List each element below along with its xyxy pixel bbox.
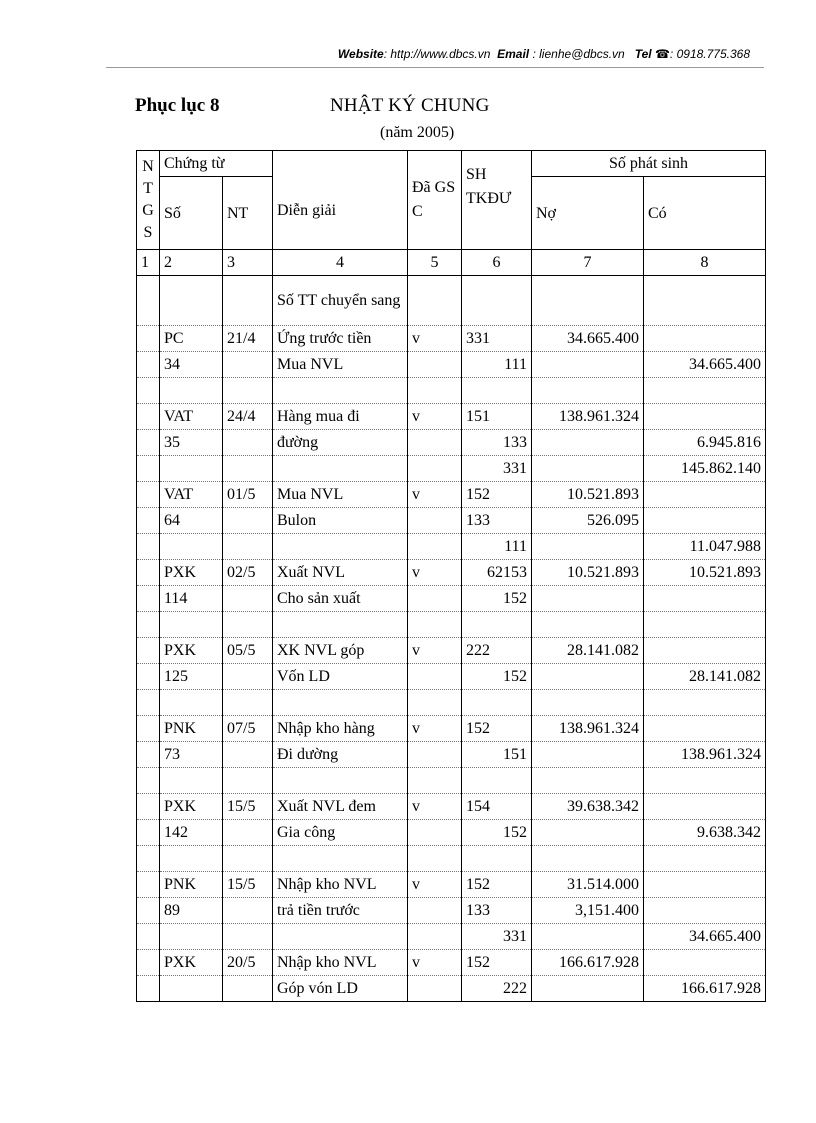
- cell-no: [532, 586, 644, 612]
- cell-dien-giai: [273, 456, 408, 482]
- cell-da-gsc: v: [408, 872, 462, 898]
- cell-no: [532, 276, 644, 326]
- cell-no: 10.521.893: [532, 482, 644, 508]
- cell-ngs: [137, 326, 160, 352]
- cell-dien-giai: Nhập kho NVL: [273, 950, 408, 976]
- cell-nt: [223, 352, 273, 378]
- cell-co: 34.665.400: [644, 924, 766, 950]
- website-label: Website: [337, 47, 384, 61]
- table-row: [137, 898, 766, 924]
- cell-so: [160, 612, 223, 638]
- cell-ngs: [137, 794, 160, 820]
- cell-sh-tkdu: 62153: [462, 560, 532, 586]
- cell-sh-tkdu: 111: [462, 534, 532, 560]
- year-subtitle: (năm 2005): [380, 124, 455, 141]
- table-row: [137, 846, 766, 872]
- cell-co: [644, 768, 766, 794]
- cell-co: [644, 378, 766, 404]
- cell-ngs: [137, 664, 160, 690]
- cell-co: [644, 716, 766, 742]
- title-row: [135, 95, 765, 121]
- cell-ngs: [137, 950, 160, 976]
- cell-so: [160, 976, 223, 1002]
- cell-co: [644, 638, 766, 664]
- cell-co: 166.617.928: [644, 976, 766, 1002]
- cell-sh-tkdu: 152: [462, 872, 532, 898]
- header-divider: [106, 67, 764, 68]
- cell-no: [532, 534, 644, 560]
- table-row: [137, 742, 766, 768]
- tel-value: : 0918.775.368: [669, 47, 750, 61]
- cell-ngs: [137, 508, 160, 534]
- cell-co: [644, 794, 766, 820]
- cell-co: 34.665.400: [644, 352, 766, 378]
- cell-da-gsc: [408, 976, 462, 1002]
- cell-no: [532, 456, 644, 482]
- cell-ngs: [137, 638, 160, 664]
- cell-nt: 07/5: [223, 716, 273, 742]
- cell-co: 28.141.082: [644, 664, 766, 690]
- cell-da-gsc: v: [408, 794, 462, 820]
- cell-so: PXK: [160, 638, 223, 664]
- cell-sh-tkdu: 152: [462, 950, 532, 976]
- cell-ngs: [137, 898, 160, 924]
- cell-so: PXK: [160, 950, 223, 976]
- cell-dien-giai: Đi dường: [273, 742, 408, 768]
- cell-dien-giai: Xuất NVL đem: [273, 794, 408, 820]
- cell-dien-giai: [273, 768, 408, 794]
- cell-so: [160, 690, 223, 716]
- cell-da-gsc: [408, 898, 462, 924]
- col-number: 4: [273, 250, 408, 276]
- cell-no: 10.521.893: [532, 560, 644, 586]
- cell-nt: 21/4: [223, 326, 273, 352]
- cell-ngs: [137, 768, 160, 794]
- cell-dien-giai: [273, 846, 408, 872]
- header-so: Số: [160, 177, 223, 250]
- table-row: [137, 768, 766, 794]
- cell-nt: 01/5: [223, 482, 273, 508]
- cell-sh-tkdu: [462, 846, 532, 872]
- cell-dien-giai: trả tiền trước: [273, 898, 408, 924]
- cell-sh-tkdu: [462, 768, 532, 794]
- cell-ngs: [137, 276, 160, 326]
- cell-no: 138.961.324: [532, 404, 644, 430]
- cell-so: PNK: [160, 716, 223, 742]
- cell-co: 10.521.893: [644, 560, 766, 586]
- cell-da-gsc: [408, 612, 462, 638]
- website-value[interactable]: : http://www.dbcs.vn: [383, 47, 491, 61]
- cell-so: 35: [160, 430, 223, 456]
- cell-so: 114: [160, 586, 223, 612]
- cell-sh-tkdu: 151: [462, 404, 532, 430]
- header-sh-tkdu: SH TKĐƯ: [462, 151, 532, 250]
- table-row: [137, 976, 766, 1002]
- cell-nt: [223, 378, 273, 404]
- cell-ngs: [137, 612, 160, 638]
- cell-so: [160, 846, 223, 872]
- cell-da-gsc: [408, 430, 462, 456]
- cell-nt: 15/5: [223, 872, 273, 898]
- cell-dien-giai: [273, 924, 408, 950]
- cell-nt: [223, 276, 273, 326]
- cell-sh-tkdu: 111: [462, 352, 532, 378]
- cell-co: [644, 276, 766, 326]
- cell-nt: 24/4: [223, 404, 273, 430]
- cell-so: 73: [160, 742, 223, 768]
- cell-da-gsc: [408, 846, 462, 872]
- table-row: [137, 456, 766, 482]
- cell-ngs: [137, 924, 160, 950]
- cell-nt: [223, 508, 273, 534]
- cell-no: [532, 742, 644, 768]
- cell-sh-tkdu: 331: [462, 924, 532, 950]
- cell-no: 526.095: [532, 508, 644, 534]
- table-row: [137, 612, 766, 638]
- table-row: [137, 326, 766, 352]
- cell-nt: 20/5: [223, 950, 273, 976]
- cell-so: [160, 378, 223, 404]
- cell-nt: [223, 430, 273, 456]
- cell-ngs: [137, 534, 160, 560]
- cell-so: PNK: [160, 872, 223, 898]
- cell-co: [644, 846, 766, 872]
- cell-so: [160, 456, 223, 482]
- table-row: [137, 794, 766, 820]
- cell-no: [532, 430, 644, 456]
- cell-no: [532, 768, 644, 794]
- cell-nt: [223, 768, 273, 794]
- cell-dien-giai: [273, 534, 408, 560]
- cell-so: [160, 924, 223, 950]
- page-title: NHẬT KÝ CHUNG: [330, 95, 490, 116]
- cell-no: [532, 664, 644, 690]
- cell-co: 11.047.988: [644, 534, 766, 560]
- header-chung-tu: Chứng từ: [160, 151, 273, 177]
- cell-sh-tkdu: 133: [462, 898, 532, 924]
- table-row: [137, 664, 766, 690]
- cell-nt: [223, 534, 273, 560]
- cell-dien-giai: XK NVL góp: [273, 638, 408, 664]
- cell-da-gsc: v: [408, 638, 462, 664]
- cell-da-gsc: [408, 378, 462, 404]
- cell-da-gsc: [408, 508, 462, 534]
- column-number-row: [137, 250, 766, 276]
- table-row: [137, 508, 766, 534]
- cell-ngs: [137, 716, 160, 742]
- cell-no: 166.617.928: [532, 950, 644, 976]
- table-row: [137, 482, 766, 508]
- cell-da-gsc: v: [408, 560, 462, 586]
- cell-no: 34.665.400: [532, 326, 644, 352]
- cell-no: [532, 924, 644, 950]
- cell-so: 142: [160, 820, 223, 846]
- cell-da-gsc: [408, 352, 462, 378]
- header-no: Nợ: [532, 177, 644, 250]
- cell-dien-giai: Gia công: [273, 820, 408, 846]
- cell-ngs: [137, 820, 160, 846]
- cell-da-gsc: v: [408, 482, 462, 508]
- cell-dien-giai: Vốn LD: [273, 664, 408, 690]
- cell-dien-giai: Số TT chuyển sang: [273, 276, 408, 326]
- cell-nt: [223, 976, 273, 1002]
- cell-ngs: [137, 378, 160, 404]
- cell-so: PXK: [160, 560, 223, 586]
- cell-co: [644, 482, 766, 508]
- cell-dien-giai: [273, 690, 408, 716]
- cell-nt: [223, 898, 273, 924]
- cell-co: [644, 326, 766, 352]
- cell-sh-tkdu: 151: [462, 742, 532, 768]
- cell-co: 9.638.342: [644, 820, 766, 846]
- cell-no: 39.638.342: [532, 794, 644, 820]
- cell-sh-tkdu: 152: [462, 716, 532, 742]
- cell-ngs: [137, 976, 160, 1002]
- journal-body: [137, 276, 766, 1002]
- journal-table: [136, 150, 766, 1002]
- cell-no: [532, 352, 644, 378]
- cell-nt: 02/5: [223, 560, 273, 586]
- header-so-phat-sinh: Số phát sinh: [532, 151, 766, 177]
- email-value[interactable]: : lienhe@dbcs.vn: [532, 47, 625, 61]
- cell-so: PC: [160, 326, 223, 352]
- cell-co: 138.961.324: [644, 742, 766, 768]
- cell-co: [644, 872, 766, 898]
- cell-nt: 05/5: [223, 638, 273, 664]
- cell-co: [644, 586, 766, 612]
- cell-da-gsc: [408, 820, 462, 846]
- cell-ngs: [137, 430, 160, 456]
- cell-nt: [223, 846, 273, 872]
- cell-so: PXK: [160, 794, 223, 820]
- cell-so: 125: [160, 664, 223, 690]
- cell-so: VAT: [160, 404, 223, 430]
- table-row: [137, 378, 766, 404]
- cell-so: [160, 768, 223, 794]
- cell-no: [532, 690, 644, 716]
- cell-da-gsc: v: [408, 950, 462, 976]
- col-number: 8: [644, 250, 766, 276]
- table-row: [137, 534, 766, 560]
- cell-ngs: [137, 690, 160, 716]
- cell-sh-tkdu: 222: [462, 638, 532, 664]
- cell-sh-tkdu: 152: [462, 482, 532, 508]
- cell-nt: [223, 612, 273, 638]
- cell-no: 28.141.082: [532, 638, 644, 664]
- cell-ngs: [137, 352, 160, 378]
- cell-da-gsc: v: [408, 404, 462, 430]
- table-row: [137, 924, 766, 950]
- cell-nt: [223, 924, 273, 950]
- cell-ngs: [137, 586, 160, 612]
- header-ngs-text: N T G S: [142, 158, 154, 241]
- cell-ngs: [137, 872, 160, 898]
- cell-sh-tkdu: 152: [462, 664, 532, 690]
- table-row: [137, 690, 766, 716]
- table-row: [137, 404, 766, 430]
- email-label: Email: [497, 47, 530, 61]
- cell-co: [644, 898, 766, 924]
- cell-dien-giai: [273, 378, 408, 404]
- cell-da-gsc: [408, 924, 462, 950]
- cell-dien-giai: Bulon: [273, 508, 408, 534]
- cell-dien-giai: Hàng mua đi: [273, 404, 408, 430]
- cell-nt: [223, 456, 273, 482]
- table-row: [137, 276, 766, 326]
- cell-nt: [223, 742, 273, 768]
- cell-nt: [223, 690, 273, 716]
- cell-da-gsc: [408, 690, 462, 716]
- cell-no: 31.514.000: [532, 872, 644, 898]
- cell-sh-tkdu: [462, 612, 532, 638]
- cell-da-gsc: [408, 276, 462, 326]
- cell-dien-giai: Nhập kho NVL: [273, 872, 408, 898]
- cell-sh-tkdu: 152: [462, 820, 532, 846]
- cell-co: 6.945.816: [644, 430, 766, 456]
- cell-dien-giai: [273, 612, 408, 638]
- cell-so: VAT: [160, 482, 223, 508]
- cell-no: [532, 612, 644, 638]
- cell-co: 145.862.140: [644, 456, 766, 482]
- cell-co: [644, 690, 766, 716]
- cell-co: [644, 508, 766, 534]
- tel-label: Tel: [634, 47, 652, 61]
- col-number: 6: [462, 250, 532, 276]
- header-da-gsc: Đã GS C: [408, 151, 462, 250]
- header-ngs: [137, 151, 160, 250]
- cell-nt: [223, 586, 273, 612]
- cell-sh-tkdu: 154: [462, 794, 532, 820]
- header-nt: NT: [223, 177, 273, 250]
- phone-icon: ☎: [654, 47, 670, 61]
- cell-so: 34: [160, 352, 223, 378]
- cell-sh-tkdu: 331: [462, 326, 532, 352]
- cell-no: 138.961.324: [532, 716, 644, 742]
- cell-sh-tkdu: 152: [462, 586, 532, 612]
- page-header: [338, 47, 750, 61]
- cell-da-gsc: [408, 586, 462, 612]
- cell-dien-giai: Cho sản xuất: [273, 586, 408, 612]
- cell-so: 64: [160, 508, 223, 534]
- cell-da-gsc: [408, 742, 462, 768]
- table-row: [137, 560, 766, 586]
- cell-ngs: [137, 846, 160, 872]
- table-row: [137, 638, 766, 664]
- cell-sh-tkdu: 331: [462, 456, 532, 482]
- cell-nt: [223, 664, 273, 690]
- col-number: 5: [408, 250, 462, 276]
- cell-no: [532, 846, 644, 872]
- cell-da-gsc: [408, 534, 462, 560]
- appendix-label: Phục lục 8: [135, 95, 220, 116]
- col-number: 7: [532, 250, 644, 276]
- header-co: Có: [644, 177, 766, 250]
- cell-da-gsc: [408, 456, 462, 482]
- table-row: [137, 820, 766, 846]
- cell-da-gsc: v: [408, 326, 462, 352]
- cell-dien-giai: đường: [273, 430, 408, 456]
- cell-nt: 15/5: [223, 794, 273, 820]
- cell-no: [532, 820, 644, 846]
- cell-co: [644, 950, 766, 976]
- cell-dien-giai: Ứng trước tiền: [273, 326, 408, 352]
- cell-dien-giai: Nhập kho hàng: [273, 716, 408, 742]
- cell-ngs: [137, 482, 160, 508]
- table-row: [137, 586, 766, 612]
- header-dien-giai: Diễn giải: [273, 151, 408, 250]
- table-row: [137, 430, 766, 456]
- cell-ngs: [137, 404, 160, 430]
- table-row: [137, 950, 766, 976]
- cell-so: [160, 534, 223, 560]
- col-number: 1: [137, 250, 160, 276]
- cell-no: [532, 976, 644, 1002]
- cell-da-gsc: v: [408, 716, 462, 742]
- cell-no: [532, 378, 644, 404]
- cell-sh-tkdu: 133: [462, 430, 532, 456]
- cell-sh-tkdu: [462, 276, 532, 326]
- cell-co: [644, 612, 766, 638]
- cell-sh-tkdu: 222: [462, 976, 532, 1002]
- cell-da-gsc: [408, 768, 462, 794]
- cell-da-gsc: [408, 664, 462, 690]
- table-row: [137, 352, 766, 378]
- cell-ngs: [137, 742, 160, 768]
- cell-nt: [223, 820, 273, 846]
- cell-sh-tkdu: [462, 378, 532, 404]
- table-row: [137, 716, 766, 742]
- cell-dien-giai: Xuất NVL: [273, 560, 408, 586]
- cell-sh-tkdu: [462, 690, 532, 716]
- cell-dien-giai: Mua NVL: [273, 352, 408, 378]
- cell-dien-giai: Góp vón LD: [273, 976, 408, 1002]
- cell-ngs: [137, 560, 160, 586]
- cell-no: 3,151.400: [532, 898, 644, 924]
- table-row: [137, 872, 766, 898]
- cell-dien-giai: Mua NVL: [273, 482, 408, 508]
- col-number: 3: [223, 250, 273, 276]
- cell-so: [160, 276, 223, 326]
- cell-ngs: [137, 456, 160, 482]
- cell-co: [644, 404, 766, 430]
- col-number: 2: [160, 250, 223, 276]
- cell-sh-tkdu: 133: [462, 508, 532, 534]
- cell-so: 89: [160, 898, 223, 924]
